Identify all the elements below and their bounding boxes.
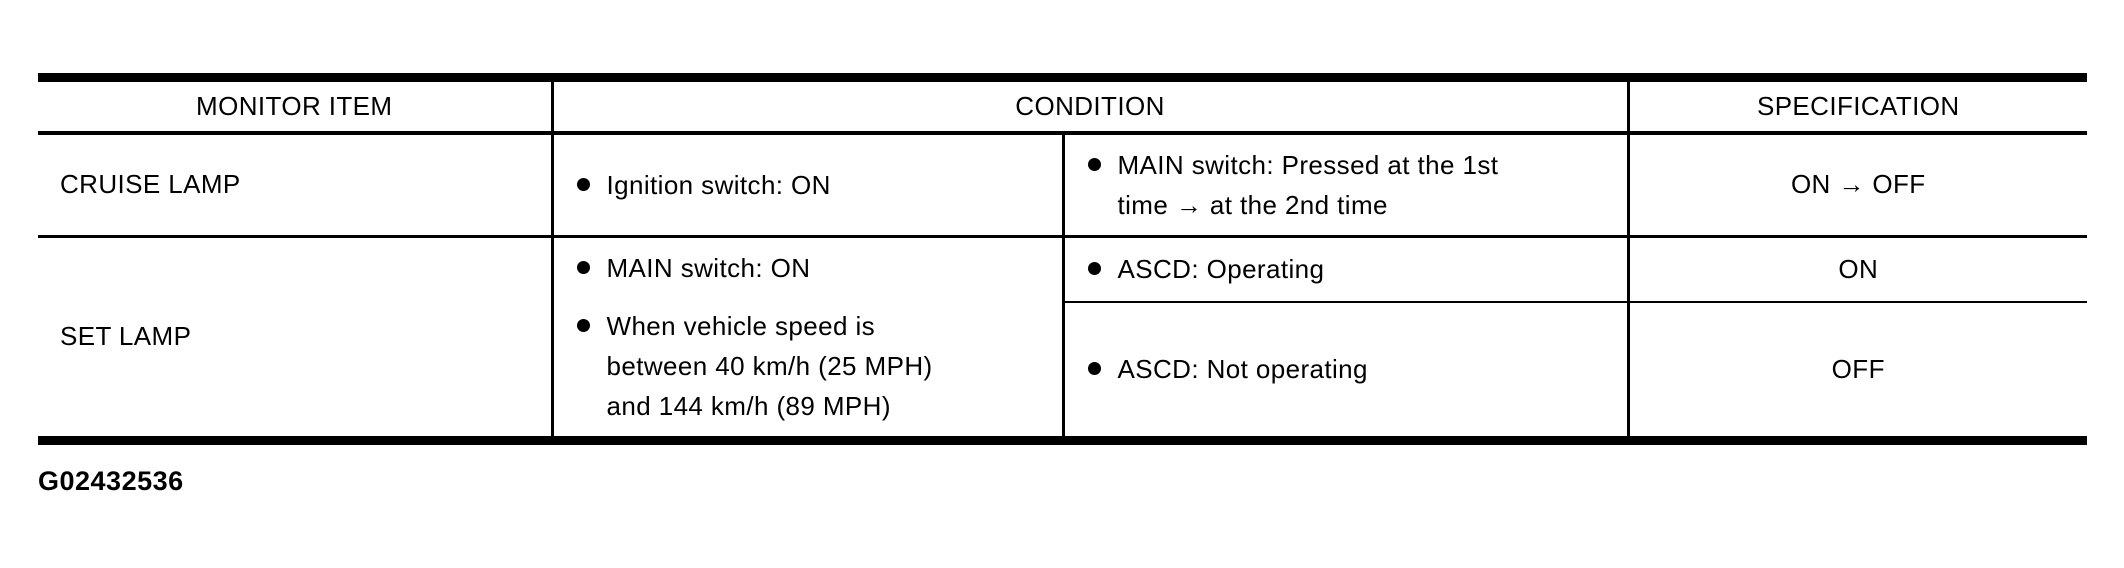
condition-cell [1063,133,1628,237]
row-cruise-lamp [38,133,2087,237]
condition-item [1088,145,1619,225]
header-row [38,78,2087,133]
condition-cell [1063,302,1628,440]
figure-id: G02432536 [38,466,184,496]
bullet-icon [1088,362,1101,375]
specification-cell: ON → OFF [1628,133,2087,237]
condition-text: MAIN switch: Pressed at the 1st time → at the 2nd time [1117,149,1499,220]
condition-cell [552,236,1063,440]
bullet-icon [577,261,590,274]
condition-text: Ignition switch: ON [606,169,831,200]
condition-cell [1063,236,1628,302]
condition-item [577,165,1054,205]
header-specification: SPECIFICATION [1628,78,2087,133]
condition-text: MAIN switch: ON [606,252,811,283]
monitor-item-cell: SET LAMP [38,236,552,440]
header-monitor-item: MONITOR ITEM [38,78,552,133]
bullet-icon [577,319,590,332]
condition-text: ASCD: Not operating [1117,354,1368,385]
condition-item [577,306,1054,426]
condition-item [577,248,1054,288]
bullet-icon [577,178,590,191]
monitor-item-cell: CRUISE LAMP [38,133,552,237]
condition-item [1088,349,1619,389]
specification-cell: OFF [1831,353,1885,384]
specification-cell: ON [1628,236,2087,302]
bullet-icon [1088,158,1101,171]
condition-text: ASCD: Operating [1117,254,1325,285]
condition-item [1088,249,1619,289]
ascd-lamp-spec-table [38,73,2087,445]
bullet-icon [1088,262,1101,275]
condition-cell [552,133,1063,237]
header-condition: CONDITION [552,78,1628,133]
condition-text: When vehicle speed is between 40 km/h (25 MPH) and 144 km/h (89 MPH) [606,310,933,421]
row-set-lamp-operating [38,236,2087,302]
